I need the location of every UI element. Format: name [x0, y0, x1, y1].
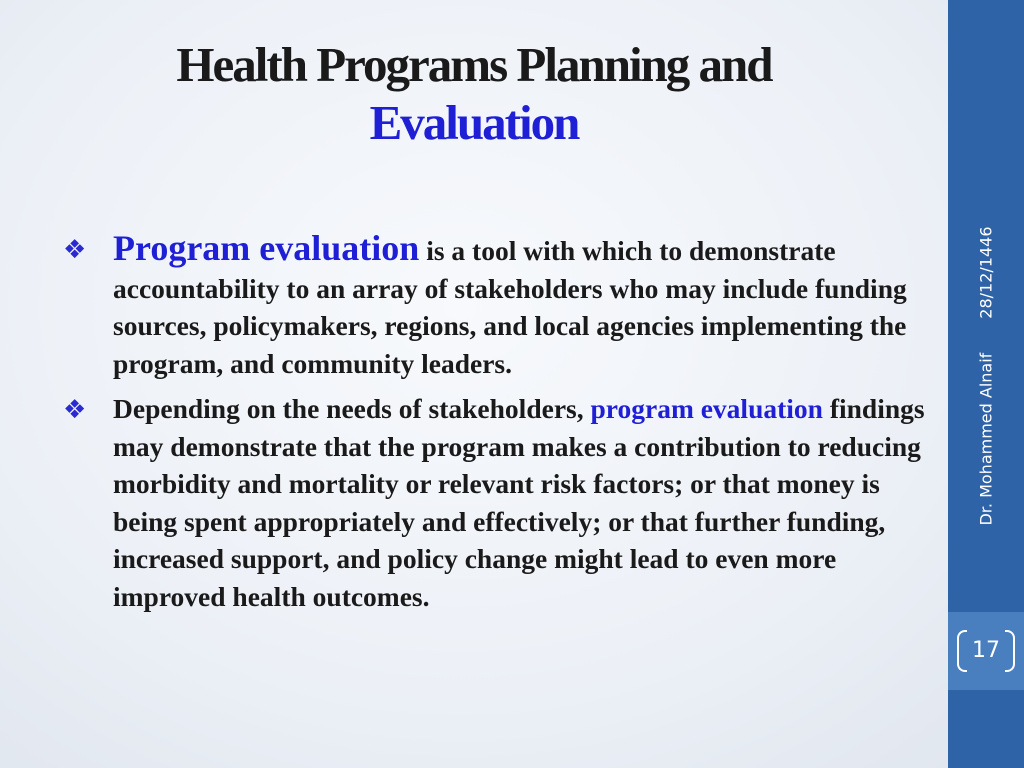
bullet-1-text: is a tool with which to demonstrate accountability to an array of stakeholders who may include funding sources, policymakers, regions, and local agencies implementing the program, and community leaders.: [113, 235, 907, 379]
page-number-panel: [948, 612, 1024, 690]
bullet-item-1: [60, 230, 932, 382]
slide-title: [0, 36, 948, 152]
bullet-1-lead: Program evaluation: [113, 228, 420, 268]
bullet-2-text-after: findings may demonstrate that the program makes a contribution to reducing morbidity and mortality or relevant risk factors; or that money is being spent appropriately and effectively; or that further funding, increased support, and policy change might lead to even more improved health outcomes.: [113, 393, 925, 612]
right-sidebar: [948, 0, 1024, 768]
bullet-2-text-before: Depending on the needs of stakeholders,: [113, 393, 591, 424]
slide-title-line2: Evaluation: [369, 95, 579, 150]
slide-date: 28/12/1446: [976, 226, 996, 319]
sidebar-footer-text: [977, 226, 996, 525]
author-name: Dr. Mohammed Alnaif: [976, 352, 996, 526]
diamond-bullet-icon: ❖: [63, 235, 87, 265]
bullet-item-2: [60, 390, 932, 615]
page-number-frame: [957, 630, 1015, 672]
diamond-bullet-icon: ❖: [63, 395, 87, 425]
slide-title-line1: Health Programs Planning and: [176, 37, 772, 92]
bullet-2-highlight: program evaluation: [590, 393, 823, 424]
page-number: 17: [972, 638, 1000, 663]
bullet-list: [60, 230, 932, 615]
